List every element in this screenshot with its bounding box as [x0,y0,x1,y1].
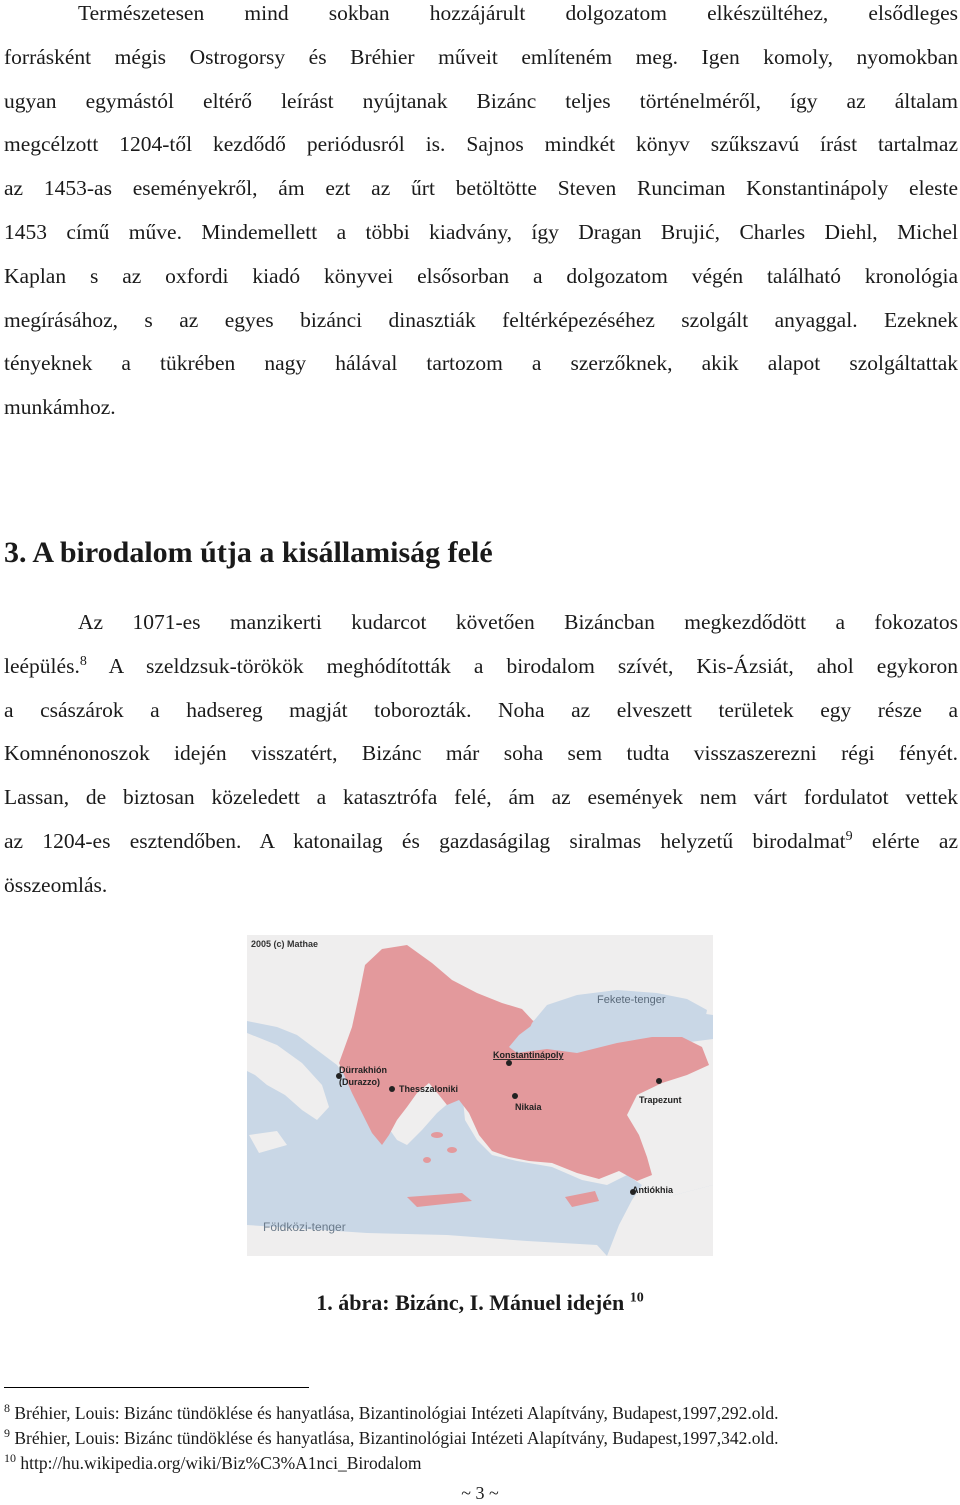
footnote-9 [4,1428,778,1449]
paragraph-sources [4,0,958,430]
island [423,1157,431,1163]
text-line: munkámhoz. [4,395,116,420]
footnote-number: 9 [4,1426,10,1441]
text-line: forrásként mégis Ostrogorsy és Bréhier műveit említeném meg. Igen komoly, nyomokban [4,44,958,69]
text-run: az 1204-es esztendőben. A katonailag és gazdaságilag siralmas helyzetű birodalmat [4,828,846,853]
label-durazzo: (Durazzo) [339,1077,380,1087]
label-thesszaloniki: Thesszaloniki [399,1084,459,1094]
label-antiokhia: Antiókhia [632,1185,674,1195]
figure-caption [0,1290,960,1316]
label-konstantinapoly: Konstantinápoly [493,1050,564,1060]
label-nikaia: Nikaia [515,1102,542,1112]
island [431,1132,443,1138]
text-line [4,820,958,864]
island [447,1147,457,1153]
text-line: Lassan, de biztosan közeledett a katasztrófa felé, ám az események nem várt fordulatot vettek [4,785,958,810]
text-line: az 1453-as eseményekről, ám ezt az űrt betöltötte Steven Runciman Konstantinápoly eleste [4,176,958,201]
section-heading: 3. A birodalom útja a kisállamiság felé [4,536,493,569]
label-black-sea: Fekete-tenger [597,994,666,1006]
text-line [4,645,958,689]
footnote-link[interactable]: http://hu.wikipedia.org/wiki/Biz%C3%A1nci_Birodalom [20,1453,422,1473]
footnote-ref-10[interactable]: 10 [629,1290,644,1306]
footnote-number: 8 [4,1401,10,1416]
text-line: megírásához, s az egyes bizánci dinasztiák feltérképezéséhez szolgált anyaggal. Ezeknek [4,307,958,332]
label-mediterranean: Földközi-tenger [263,1220,346,1234]
city-marker[interactable] [656,1078,662,1084]
footnote-text: Bréhier, Louis: Bizánc tündöklése és hanyatlása, Bizantinológiai Intézeti Alapítvány, Budapest,1997,292.old. [14,1403,779,1423]
text-line: Kaplan s az oxfordi kiadó könyvei elsősorban a dolgozatom végén található kronológia [4,263,958,288]
text-line: Természetesen mind sokban hozzájárult dolgozatom elkészültéhez, elsődleges [78,1,958,25]
text-run: A szeldzsuk-törökök meghódították a birodalom szívét, Kis-Ázsiát, ahol egykoron [86,653,958,678]
label-durrakhion: Dürrakhión [339,1065,388,1075]
label-trapezunt: Trapezunt [639,1095,682,1105]
text-line: Az 1071-es manzikerti kudarcot követően Bizáncban megkezdődött a fokozatos [78,610,958,634]
footnote-ref-8[interactable]: 8 [79,653,87,669]
text-line: 1453 című műve. Mindemellett a többi kiadvány, így Dragan Brujić, Charles Diehl, Michel [4,219,958,244]
footnote-8 [4,1403,778,1424]
text-run: elérte az [852,828,958,853]
city-marker[interactable] [389,1086,395,1092]
text-run: leépülés. [4,653,80,678]
footnote-separator [4,1387,309,1388]
text-line: megcélzott 1204-től kezdődő periódusról is. Sajnos mindkét könyv szűkszavú írást tartalmaz [4,132,958,157]
text-line: ugyan egymástól eltérő leírást nyújtanak Bizánc teljes történelméről, így az általam [4,88,958,113]
footnote-number: 10 [4,1451,16,1466]
text-line: összeomlás. [4,872,108,897]
paragraph-decline [4,601,958,908]
text-line: Komnénonoszok idején visszatért, Bizánc már soha sem tudta visszaszerezni régi fényét. [4,741,958,766]
city-marker[interactable] [506,1060,512,1066]
text-line: tényeknek a tükrében nagy hálával tartozom a szerzőknek, akik alapot szolgáltattak [4,351,958,376]
text-line: a császárok a hadsereg magját toborozták. Noha az elveszett területek egy része a [4,697,958,722]
city-marker[interactable] [512,1093,518,1099]
caption-text: 1. ábra: Bizánc, I. Mánuel idején [316,1290,625,1315]
byzantine-empire-map [247,935,713,1256]
footnote-10 [4,1453,422,1474]
page-number: ~ 3 ~ [461,1483,499,1503]
map-copyright: 2005 (c) Mathae [251,939,319,949]
footnote-text: Bréhier, Louis: Bizánc tündöklése és hanyatlása, Bizantinológiai Intézeti Alapítvány, Budapest,1997,342.old. [14,1428,779,1448]
footnote-ref-9[interactable]: 9 [845,828,853,844]
